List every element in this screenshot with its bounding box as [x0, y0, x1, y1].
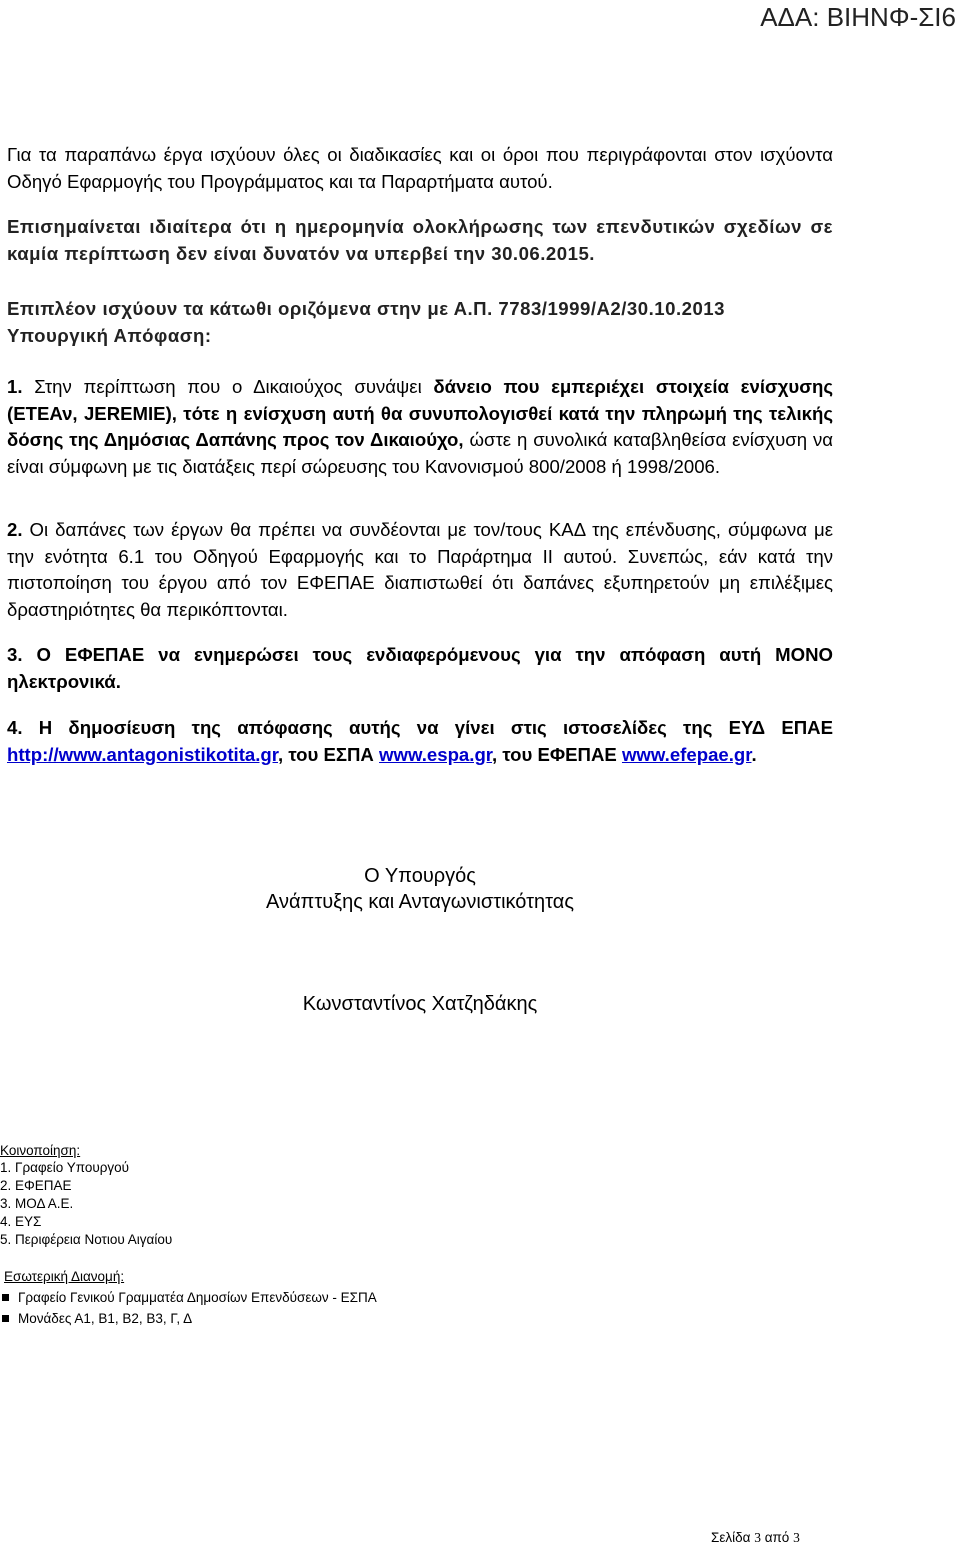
internal-distribution-title: Εσωτερική Διανομή:	[4, 1269, 125, 1284]
internal-distribution-item-text: Μονάδες Α1, Β1, Β2, Β3, Γ, Δ	[18, 1311, 193, 1326]
efepae-link[interactable]: www.efepae.gr	[621, 743, 752, 765]
notification-item: 3. ΜΟΔ Α.Ε.	[0, 1196, 74, 1211]
item-3-text: Ο ΕΦΕΠΑΕ να ενημερώσει τους ενδιαφερόμενους για την απόφαση αυτή ΜΟΝΟ ηλεκτρονικά.	[7, 644, 833, 692]
notification-item: 1. Γραφείο Υπουργού	[0, 1160, 130, 1175]
total-pages: 3	[793, 1530, 800, 1545]
item-4	[7, 715, 833, 768]
item-4-text-c: , του ΕΦΕΠΑΕ	[492, 743, 622, 765]
item-4-text-b: , του ΕΣΠΑ	[277, 743, 380, 765]
internal-distribution-item	[2, 1310, 192, 1328]
square-bullet-icon	[2, 1315, 9, 1322]
antagonistikotita-link[interactable]: http://www.antagonistikotita.gr	[7, 743, 278, 765]
notification-item: 4. ΕΥΣ	[0, 1214, 42, 1229]
item-1	[7, 374, 833, 480]
internal-distribution-item-text: Γραφείο Γενικού Γραμματέα Δημοσίων Επενδύσεων - ΕΣΠΑ	[18, 1290, 377, 1305]
notification-item: 2. ΕΦΕΠΑΕ	[0, 1178, 72, 1193]
item-4-text-a: Η δημοσίευση της απόφασης αυτής να γίνει στις ιστοσελίδες της ΕΥΔ ΕΠΑΕ	[38, 717, 833, 738]
espa-link[interactable]: www.espa.gr	[379, 743, 493, 765]
item-2-text: Οι δαπάνες των έργων θα πρέπει να συνδέονται με τον/τους ΚΑΔ της επένδυσης, σύμφωνα με την ενότητα 6.1 του Οδηγού Εφαρμογής και το Παράρτημα ΙΙ αυτού. Συνεπώς, εάν κατά την πιστοποίηση του έργου από τον ΕΦΕΠΑΕ διαπιστωθεί ότι δαπάνες εξυπηρετούν μη επιλέξιμες δραστηριότητες θα περικόπτονται.	[7, 519, 833, 620]
item-1-text-b: ώστε η συνολικά καταβληθείσα ενίσχυση να είναι σύμφωνη με τις διατάξεις περί σώρευσης του Κανονισμού 800/2008 ή 1998/2006.	[7, 429, 833, 477]
item-3-number: 3.	[7, 644, 23, 665]
current-page: 3	[754, 1530, 761, 1545]
item-4-text-d: .	[751, 743, 757, 765]
internal-distribution-item	[2, 1289, 377, 1307]
item-2	[7, 517, 833, 623]
notification-item: 5. Περιφέρεια Νοτιου Αιγαίου	[0, 1232, 173, 1247]
item-1-text-a: Στην περίπτωση που ο Δικαιούχος συνάψει	[34, 376, 434, 397]
square-bullet-icon	[2, 1294, 9, 1301]
ada-code: ΑΔΑ: ΒΙΗΝΦ-ΣΙ6	[760, 2, 956, 32]
notification-title: Κοινοποίηση:	[0, 1143, 81, 1158]
item-3	[7, 642, 833, 695]
item-2-number: 2.	[7, 519, 23, 540]
page-label: Σελίδα	[711, 1530, 755, 1545]
page-separator: από	[760, 1530, 794, 1545]
item-1-number: 1.	[7, 376, 23, 397]
page-number	[711, 1530, 800, 1546]
item-4-number: 4.	[7, 717, 23, 738]
minister-name: Κωνσταντίνος Χατζηδάκης	[302, 993, 538, 1015]
decision-reference: Επιπλέον ισχύουν τα κάτωθι οριζόμενα στην με Α.Π. 7783/1999/Α2/30.10.2013 Υπουργική Απόφαση:	[7, 298, 725, 346]
item-1-bold: δάνειο που εμπεριέχει στοιχεία ενίσχυσης (ΕΤΕΑν, JEREMIE), τότε η ενίσχυση αυτή θα συνυπολογισθεί κατά την πληρωμή της τελικής δόσης της Δημόσιας Δαπάνης προς τον Δικαιούχο,	[7, 376, 833, 450]
deadline-paragraph: Επισημαίνεται ιδιαίτερα ότι η ημερομηνία ολοκλήρωσης των επενδυτικών σχεδίων σε καμία περίπτωση δεν είναι δυνατόν να υπερβεί την 30.06.2015.	[7, 216, 833, 264]
minister-title: Ο Υπουργός	[364, 865, 476, 887]
ministry-name: Ανάπτυξης και Ανταγωνιστικότητας	[265, 891, 574, 913]
intro-paragraph: Για τα παραπάνω έργα ισχύουν όλες οι διαδικασίες και οι όροι που περιγράφονται στον ισχύοντα Οδηγό Εφαρμογής του Προγράμματος και τα Παραρτήματα αυτού.	[7, 144, 833, 192]
